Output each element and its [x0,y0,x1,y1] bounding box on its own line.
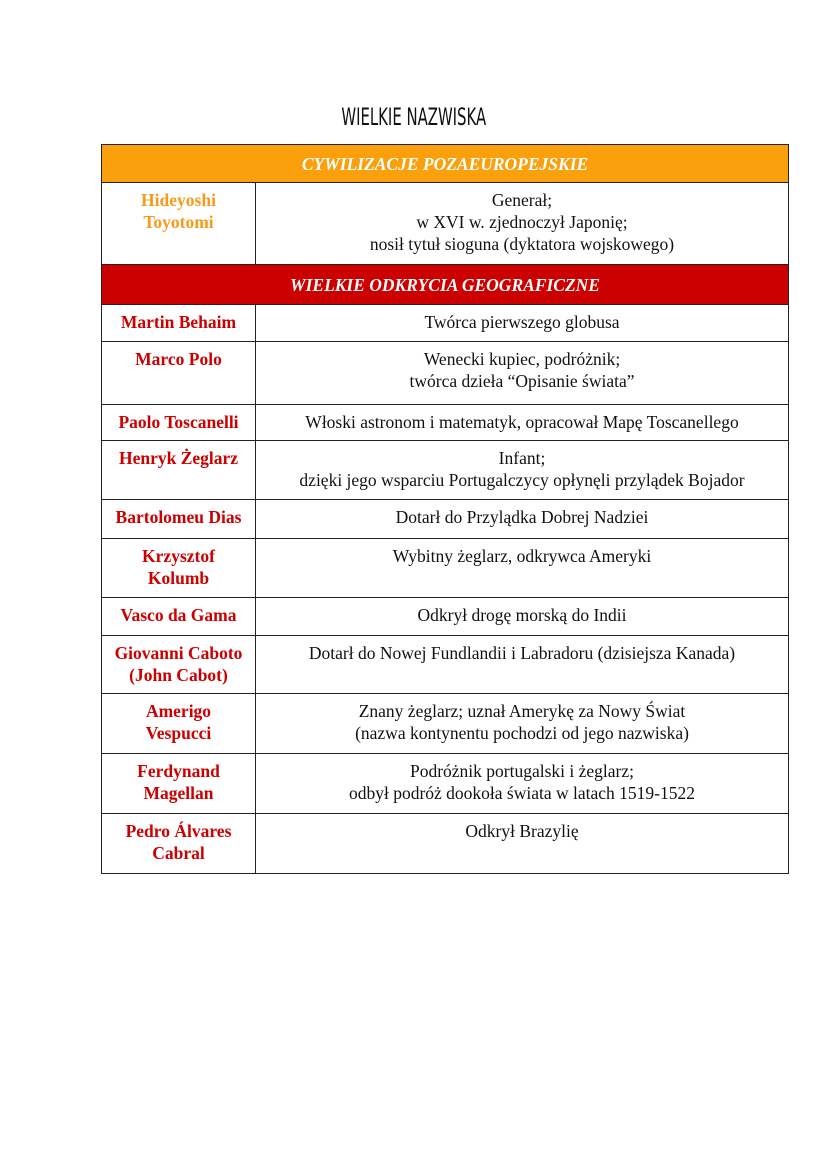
person-name [102,814,256,874]
description-line: Infant; [498,448,546,468]
description-line: Znany żeglarz; uznał Amerykę za Nowy Świat [358,701,686,721]
person-name-line: Toyotomi [143,212,214,232]
section-header-row [102,145,789,183]
person-name-line: Bartolomeu Dias [115,507,242,527]
person-name-line: Ferdynand [137,761,220,781]
person-name [102,598,256,636]
page-title [0,103,828,131]
person-name-line: Marco Polo [135,349,222,369]
person-description [256,598,789,636]
person-name [102,305,256,342]
names-table [101,144,789,874]
table-row [102,441,789,500]
description-line: Włoski astronom i matematyk, opracował Mapę Toscanellego [305,412,739,432]
section-heading: CYWILIZACJE POZAEUROPEJSKIE [102,145,789,183]
person-description [256,441,789,500]
person-name-line: Amerigo [145,701,212,721]
person-description [256,342,789,405]
title-text: WIELKIE NAZWISKA [341,103,487,131]
description-line: Podróżnik portugalski i żeglarz; [409,761,635,781]
table-row [102,636,789,694]
person-name-line: Vespucci [145,723,212,743]
person-name-line: Vasco da Gama [120,605,237,625]
description-line: Dotarł do Nowej Fundlandii i Labradoru (dzisiejsza Kanada) [308,643,736,663]
table-row [102,539,789,598]
person-name [102,405,256,441]
person-name [102,754,256,814]
table-row [102,305,789,342]
table-row [102,694,789,754]
description-line: Odkrył drogę morską do Indii [417,605,627,625]
section-heading: WIELKIE ODKRYCIA GEOGRAFICZNE [102,265,789,305]
person-name [102,539,256,598]
person-name [102,441,256,500]
description-line: twórca dzieła “Opisanie świata” [409,371,635,391]
person-name-line: Hideyoshi [141,190,216,210]
person-name-line: Krzysztof [142,546,215,566]
description-line: (nazwa kontynentu pochodzi od jego nazwiska) [355,723,689,743]
description-line: dzięki jego wsparciu Portugalczycy opłynęli przylądek Bojador [299,470,745,490]
table-row [102,342,789,405]
person-description [256,694,789,754]
description-line: Wenecki kupiec, podróżnik; [423,349,621,369]
description-line: w XVI w. zjednoczył Japonię; [416,212,628,232]
person-name-line: (John Cabot) [129,665,228,685]
table-row [102,500,789,539]
section-header-row [102,265,789,305]
person-description [256,754,789,814]
person-name-line: Pedro Álvares [125,821,232,841]
person-description [256,405,789,441]
description-line: Odkrył Brazylię [465,821,579,841]
person-description [256,500,789,539]
description-line: nosił tytuł sioguna (dyktatora wojskowego) [369,234,675,254]
description-line: odbył podróż dookoła świata w latach 1519-1522 [348,783,696,803]
person-name-line: Kolumb [147,568,210,588]
table-row [102,598,789,636]
person-description [256,305,789,342]
table-row [102,405,789,441]
description-line: Generał; [491,190,553,210]
person-name-line: Martin Behaim [120,312,237,332]
table-row [102,814,789,874]
person-name-line: Henryk Żeglarz [118,448,239,468]
person-description [256,636,789,694]
person-name-line: Cabral [152,843,205,863]
person-description [256,539,789,598]
description-line: Wybitny żeglarz, odkrywca Ameryki [392,546,652,566]
description-line: Dotarł do Przylądka Dobrej Nadziei [395,507,649,527]
person-name [102,500,256,539]
person-name [102,183,256,265]
person-name-line: Giovanni Caboto [114,643,243,663]
person-name-line: Magellan [143,783,214,803]
table-row [102,754,789,814]
person-name-line: Paolo Toscanelli [118,412,239,432]
person-name [102,342,256,405]
person-name [102,636,256,694]
person-description [256,183,789,265]
description-line: Twórca pierwszego globusa [424,312,620,332]
table-row [102,183,789,265]
person-description [256,814,789,874]
person-name [102,694,256,754]
